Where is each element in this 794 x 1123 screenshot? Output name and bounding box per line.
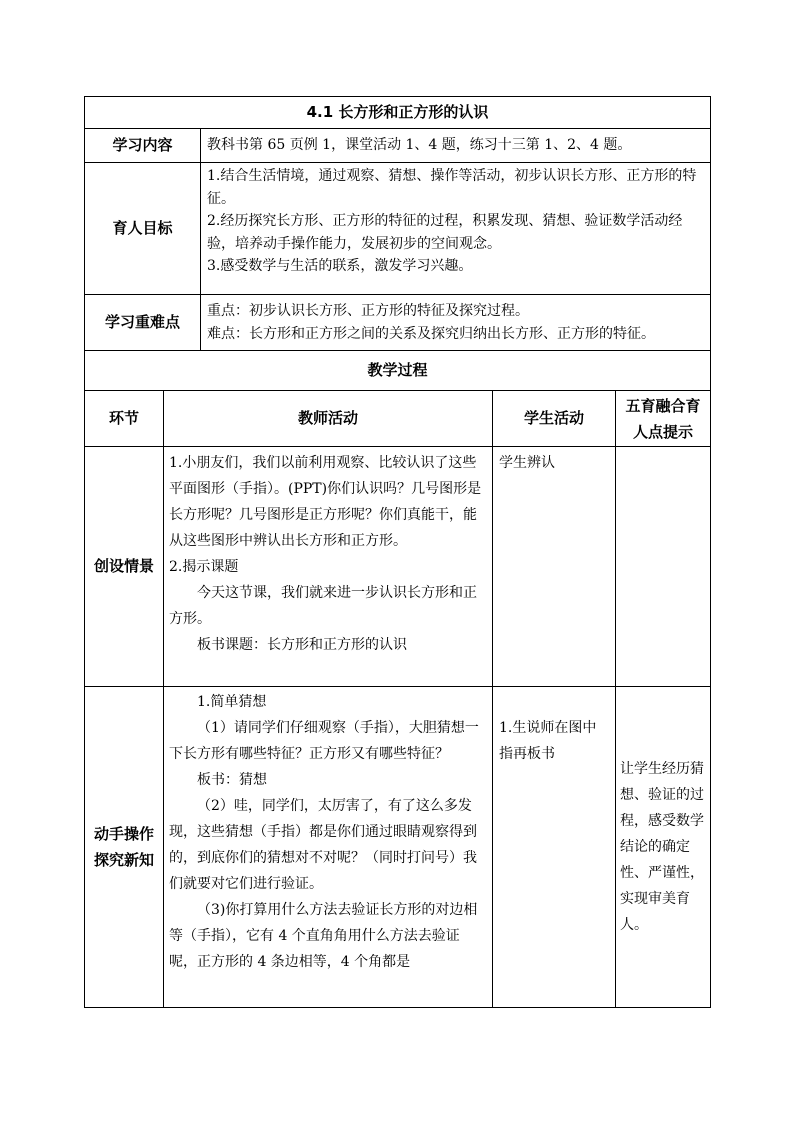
header-stage-cell: [85, 391, 164, 447]
row2-student: 1.生说师在图中指再板书: [499, 720, 597, 762]
header-student: 学生活动: [523, 408, 584, 427]
content-text: 教科书第 65 页例 1，课堂活动 1、4 题，练习十三第 1、2、4 题。: [207, 137, 632, 154]
row2-teacher-p2: （1）请同学们仔细观察（手指），大胆猜想一下长方形有哪些特征？正方形又有哪些特征？: [169, 720, 479, 762]
row2-student-cell: [493, 687, 616, 1008]
row2-teacher-p1: 1.简单猜想: [197, 694, 267, 710]
row2-stage-cell: [85, 687, 164, 1008]
row2-teacher-p3: 板书：猜想: [197, 772, 267, 788]
header-teacher: 教师活动: [297, 408, 358, 427]
lesson-title: 4.1 长方形和正方形的认识: [306, 102, 489, 121]
row1-stage-cell: [85, 447, 164, 687]
header-student-cell: [493, 391, 616, 447]
process-title-cell: [85, 351, 711, 391]
goal-2: 2.经历探究长方形、正方形的特征的过程，积累发现、猜想、验证数学活动经验，培养动手操作能力，发展初步的空间观念。: [207, 213, 683, 252]
row1-student: 学生辨认: [499, 455, 555, 471]
lesson-plan-page: [84, 96, 710, 1008]
row2-teacher-p5: （3)你打算用什么方法去验证长方形的对边相等（手指），它有 4 个直角角用什么方法去验证呢，正方形的 4 条边相等，4 个角都是: [169, 902, 478, 970]
lesson-plan-table: [84, 96, 711, 1008]
focus-difficulty: 难点：长方形和正方形之间的关系及探究归纳出长方形、正方形的特征。: [207, 325, 655, 342]
row1-teacher-p1: 1.小朋友们，我们以前利用观察、比较认识了这些平面图形（手指）。(PPT)你们认识吗？几号图形是长方形呢？几号图形是正方形呢？你们真能干，能从这些图形中辨认出长方形和正方形。: [169, 455, 482, 549]
row1-teacher-p4: 板书课题：长方形和正方形的认识: [197, 637, 407, 653]
lesson-title-cell: [85, 97, 711, 129]
focus-label: 学习重难点: [104, 312, 180, 331]
header-teacher-cell: [164, 391, 493, 447]
focus-label-cell: [85, 295, 201, 351]
header-tip-line2: 人点提示: [633, 422, 694, 441]
row2-tip-cell: [616, 687, 711, 1008]
row1-stage: 创设情景: [93, 556, 154, 575]
row1-teacher-p3: 今天这节课，我们就来进一步认识长方形和正方形。: [169, 585, 477, 627]
row1-student-cell: [493, 447, 616, 687]
goal-1: 1.结合生活情境，通过观察、猜想、操作等活动，初步认识长方形、正方形的特征。: [207, 168, 697, 207]
goals-label: 育人目标: [112, 218, 173, 237]
row2-stage-line1: 动手操作: [93, 825, 154, 843]
content-label: 学习内容: [112, 135, 173, 154]
content-text-cell: [201, 129, 711, 163]
row2-stage-line2: 探究新知: [93, 851, 154, 869]
goal-3: 3.感受数学与生活的联系，激发学习兴趣。: [207, 258, 473, 274]
content-label-cell: [85, 129, 201, 163]
goals-label-cell: [85, 163, 201, 295]
row2-tip: 让学生经历猜想、验证的过程，感受数学结论的确定性、严谨性，实现审美育人。: [620, 761, 704, 933]
focus-key: 重点：初步认识长方形、正方形的特征及探究过程。: [207, 303, 529, 319]
process-title: 教学过程: [367, 360, 428, 379]
header-stage: 环节: [108, 408, 139, 427]
header-tip-line1: 五育融合育: [625, 396, 701, 415]
row1-teacher-p2: 2.揭示课题: [169, 559, 239, 575]
header-tip-cell: [616, 391, 711, 447]
row1-teacher-cell: [164, 447, 493, 687]
row2-teacher-p4: （2）哇，同学们，太厉害了，有了这么多发现，这些猜想（手指）都是你们通过眼睛观察得到的，到底你们的猜想对不对呢？（同时打问号）我们就要对它们进行验证。: [169, 798, 477, 892]
row1-tip-cell: [616, 447, 711, 687]
goals-cell: [201, 163, 711, 295]
focus-cell: [201, 295, 711, 351]
row2-teacher-cell: [164, 687, 493, 1008]
